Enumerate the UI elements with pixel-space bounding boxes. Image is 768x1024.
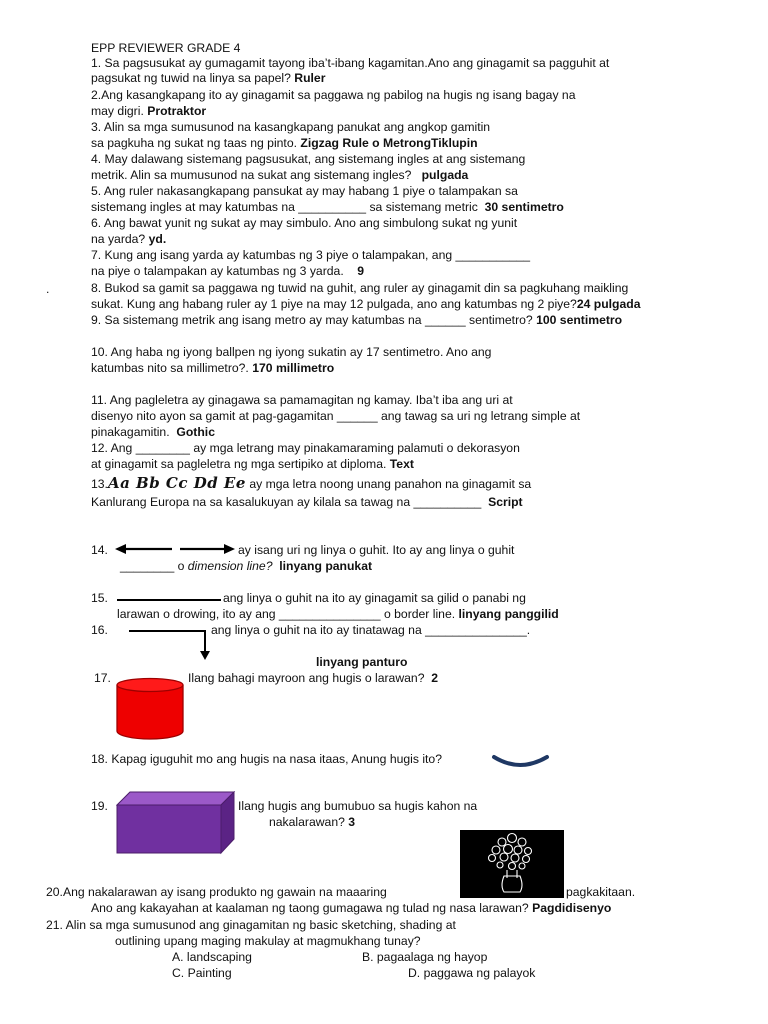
q19-number: 19.: [91, 799, 108, 813]
pointer-line-arrow: [128, 629, 212, 661]
q8-line1: 8. Bukod sa gamit sa paggawa ng tuwid na guhit, ang ruler ay ginagamit din sa pagkuhang maikling: [91, 281, 629, 295]
q19-answer: 3: [348, 815, 356, 829]
q16-answer: linyang panturo: [316, 655, 408, 669]
q12-line2: at ginagamit sa pagleletra ng mga sertipiko at diploma. Text: [91, 457, 414, 471]
q21-option-a: A. landscaping: [172, 950, 252, 964]
q16-number: 16.: [91, 623, 108, 637]
q15-answer: linyang panggilid: [458, 607, 559, 621]
right-arrow-head: [224, 544, 235, 554]
q5-line1: 5. Ang ruler nakasangkapang pansukat ay may habang 1 piye o talampakan sa: [91, 184, 518, 198]
page-title: EPP REVIEWER GRADE 4: [91, 41, 241, 55]
q13-answer: Script: [488, 495, 523, 509]
q6-line1: 6. Ang bawat yunit ng sukat ay may simbulo. Ano ang simbulong sukat ng yunit: [91, 216, 518, 230]
script-letter-sample: Aa Bb Cc Dd Ee: [107, 474, 246, 492]
cylinder-top: [117, 679, 183, 692]
q4-answer: pulgada: [421, 168, 469, 182]
q20-line1-end: pagkakitaan.: [566, 885, 636, 899]
q3-line1: 3. Alin sa mga sumusunod na kasangkapang panukat ang angkop gamitin: [91, 120, 491, 134]
q15-line1: ang linya o guhit na ito ay ginagamit sa gilid o panabi ng: [223, 591, 526, 605]
q10-line1: 10. Ang haba ng iyong ballpen ng iyong sukatin ay 17 sentimetro. Ano ang: [91, 345, 492, 359]
q6-line2: na yarda? yd.: [91, 232, 167, 246]
q2-answer: Protraktor: [147, 104, 207, 118]
q15-line2: larawan o drowing, ito ay ang _______________ o border line. linyang panggilid: [117, 607, 559, 621]
q1-line1: 1. Sa pagsusukat ay gumagamit tayong iba’t-ibang kagamitan.Ano ang ginagamit sa pagguhit at: [91, 56, 610, 70]
q8-answer: 24 pulgada: [576, 297, 641, 311]
q17-line1: Ilang bahagi mayroon ang hugis o larawan? 2: [188, 671, 439, 685]
q21-option-b: B. pagaalaga ng hayop: [362, 950, 488, 964]
q16-line1: ang linya o guhit na ito ay tinatawag na _______________.: [211, 623, 531, 637]
q7-line2: na piye o talampakan ay katumbas ng 3 yarda. 9: [91, 264, 365, 278]
q10-line2: katumbas nito sa millimetro?. 170 millimetro: [91, 361, 335, 375]
q1-line2: pagsukat ng tuwid na linya sa papel? Ruler: [91, 71, 326, 85]
q20-answer: Pagdidisenyo: [532, 901, 612, 915]
q5-answer: 30 sentimetro: [484, 200, 564, 214]
dimension-line-arrows: [114, 541, 236, 557]
q17-number: 17.: [94, 671, 111, 685]
q9-line1: 9. Sa sistemang metrik ang isang metro ay may katumbas na ______ sentimetro? 100 sentimetro: [91, 313, 623, 327]
q9-answer: 100 sentimetro: [536, 313, 623, 327]
q2-line2: may digri. Protraktor: [91, 104, 207, 118]
q12-answer: Text: [389, 457, 414, 471]
q14-answer: linyang panukat: [279, 559, 373, 573]
q12-line1: 12. Ang ________ ay mga letrang may pinakamaraming palamuti o dekorasyon: [91, 441, 520, 455]
q17-answer: 2: [431, 671, 439, 685]
q7-answer: 9: [357, 264, 365, 278]
q8-line2: sukat. Kung ang habang ruler ay 1 piye na may 12 pulgada, ano ang katumbas ng 2 piye?24 pulgada: [91, 297, 641, 311]
border-line-sample: [117, 599, 221, 601]
arc-curve: [494, 757, 547, 765]
box-shape: [116, 791, 236, 855]
q21-option-d: D. paggawa ng palayok: [408, 966, 536, 980]
q11-line1: 11. Ang pagleletra ay ginagawa sa pamamagitan ng kamay. Iba’t iba ang uri at: [91, 393, 513, 407]
q14-line1: ay isang uri ng linya o guhit. Ito ay ang linya o guhit: [238, 543, 515, 557]
q13-line1: 13.Aa Bb Cc Dd Ee ay mga letra noong unang panahon na ginagamit sa: [91, 474, 532, 492]
box-front-face: [117, 805, 221, 853]
cylinder-shape: [115, 677, 185, 741]
q2-line1: 2.Ang kasangkapang ito ay ginagamit sa paggawa ng pabilog na hugis ng isang bagay na: [91, 88, 576, 102]
q14-line2: ________ o dimension line? linyang panukat: [120, 559, 373, 573]
q19-line2: nakalarawan? 3: [269, 815, 356, 829]
flower-vase-image: [460, 830, 564, 898]
q18-line1: 18. Kapag iguguhit mo ang hugis na nasa itaas, Anung hugis ito?: [91, 752, 442, 766]
q13-line2: Kanlurang Europa na sa kasalukuyan ay kilala sa tawag na __________ Script: [91, 495, 523, 509]
q3-line2: sa pagkuha ng sukat ng taas ng pinto. Zigzag Rule o MetrongTiklupin: [91, 136, 478, 150]
dimension-line-term: dimension line?: [187, 559, 273, 573]
q11-answer: Gothic: [176, 425, 215, 439]
q20-line2: Ano ang kakayahan at kaalaman ng taong gumagawa ng tulad ng nasa larawan? Pagdidisenyo: [91, 901, 612, 915]
q14-number: 14.: [91, 543, 108, 557]
q4-line1: 4. May dalawang sistemang pagsusukat, ang sistemang ingles at ang sistemang: [91, 152, 526, 166]
q5-line2: sistemang ingles at may katumbas na __________ sa sistemang metric 30 sentimetro: [91, 200, 564, 214]
left-arrow-head: [115, 544, 126, 554]
stray-mark: .: [46, 282, 50, 296]
q7-line1: 7. Kung ang isang yarda ay katumbas ng 3 piye o talampakan, ang ___________: [91, 248, 531, 262]
q21-line1: 21. Alin sa mga sumusunod ang ginagamitan ng basic sketching, shading at: [46, 918, 456, 932]
q19-line1: Ilang hugis ang bumubuo sa hugis kahon na: [238, 799, 478, 813]
q6-answer: yd.: [148, 232, 167, 246]
q21-line2: outlining upang maging makulay at magmukhang tunay?: [115, 934, 421, 948]
q20-line1: 20.Ang nakalarawan ay isang produkto ng gawain na maaaring: [46, 885, 387, 899]
q10-answer: 170 millimetro: [252, 361, 335, 375]
q3-answer: Zigzag Rule o MetrongTiklupin: [300, 136, 478, 150]
q15-number: 15.: [91, 591, 108, 605]
image-background: [460, 830, 564, 898]
q11-line3: pinakagamitin. Gothic: [91, 425, 215, 439]
q1-answer: Ruler: [294, 71, 326, 85]
box-top-face: [117, 792, 234, 805]
q11-line2: disenyo nito ayon sa gamit at pag-gagamitan ______ ang tawag sa uri ng letrang simple at: [91, 409, 581, 423]
curved-arc-shape: [491, 753, 551, 771]
pointer-arrow-head: [200, 651, 210, 660]
cylinder-body: [117, 685, 183, 739]
q4-line2: metrik. Alin sa mumusunod na sukat ang sistemang ingles? pulgada: [91, 168, 469, 182]
q21-option-c: C. Painting: [172, 966, 232, 980]
pointer-line: [129, 631, 205, 653]
